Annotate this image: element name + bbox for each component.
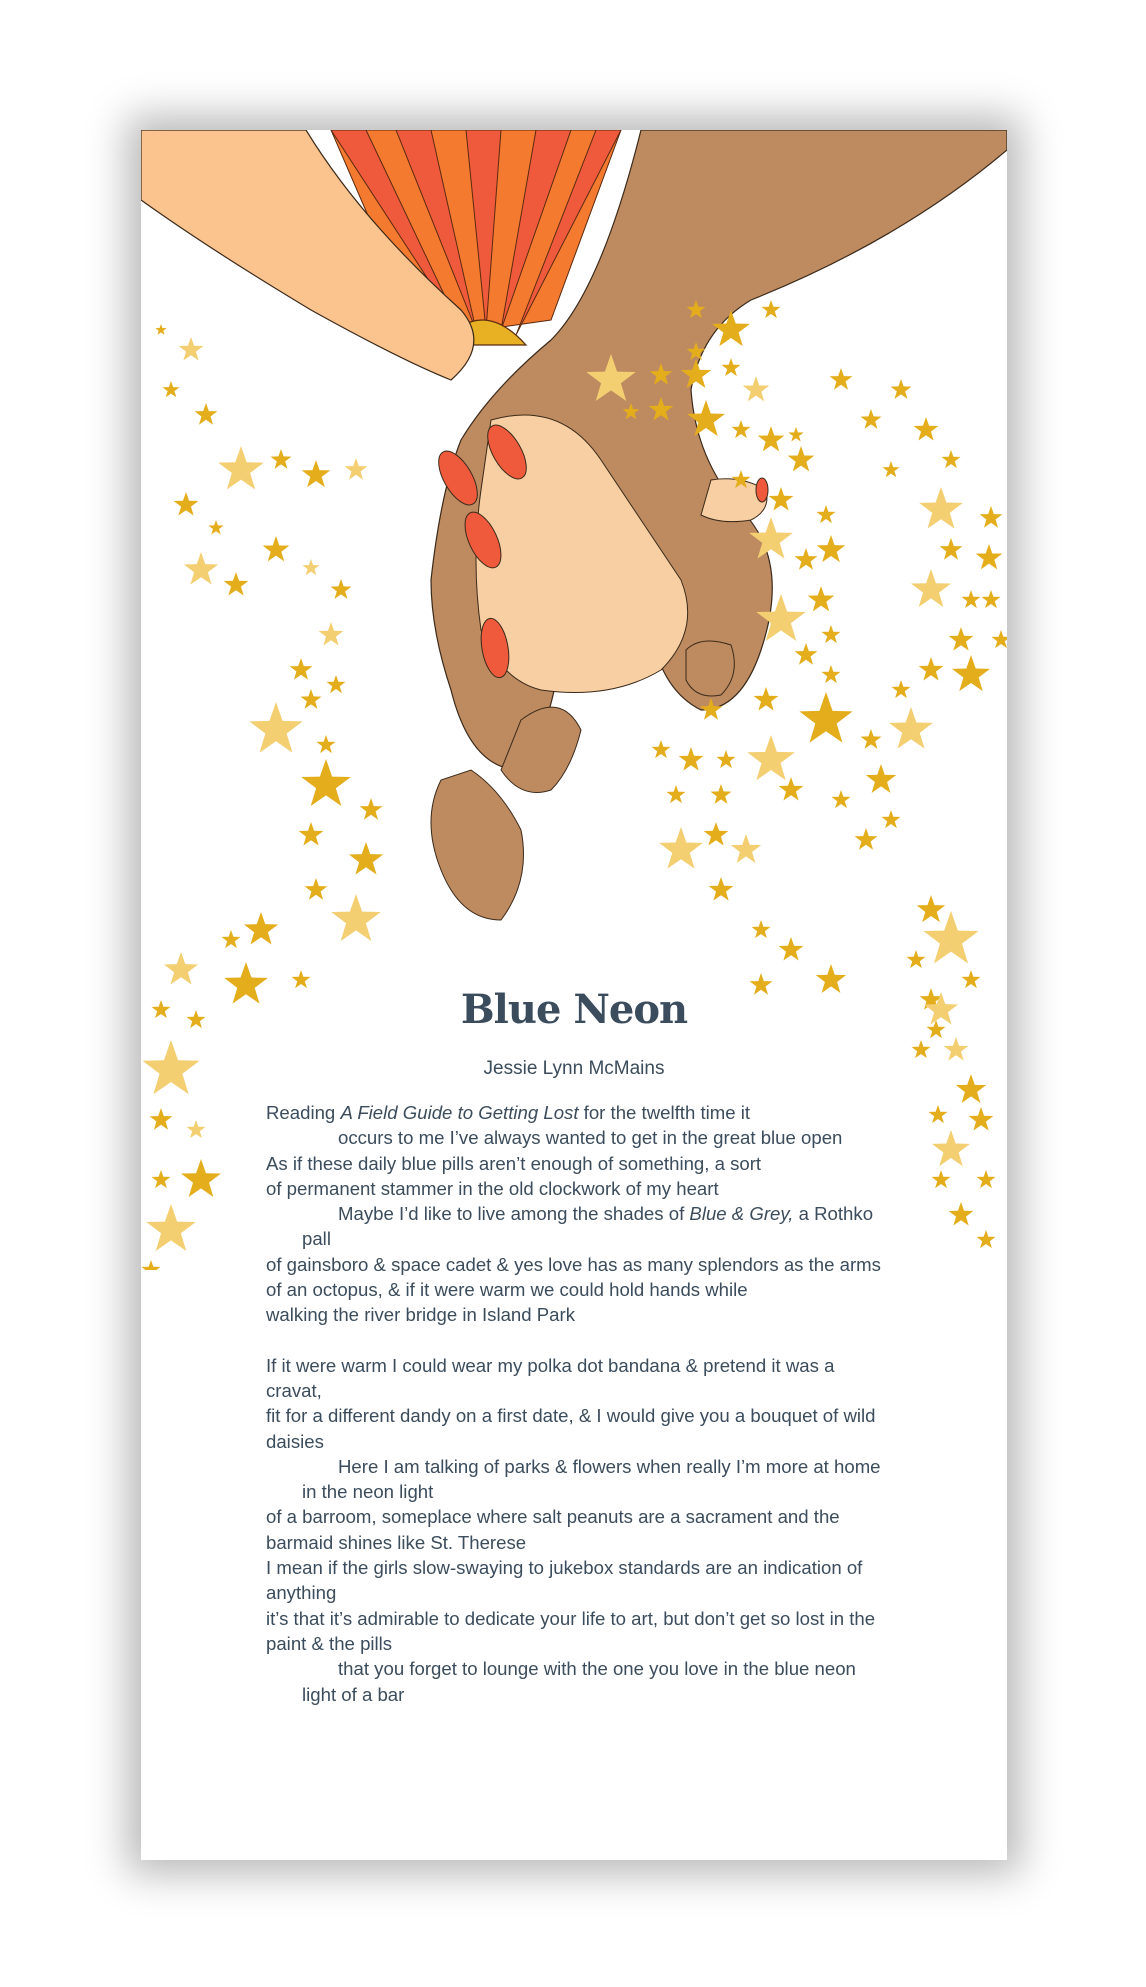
star-icon (743, 376, 770, 401)
poem-line: of an octopus, & if it were warm we could hold hands while (266, 1279, 748, 1301)
poem-card (141, 130, 1007, 1860)
poem-line: If it were warm I could wear my polka dot bandana & pretend it was a cravat, (266, 1354, 840, 1401)
poem-line: that you forget to lounge with the one you love in the blue neon light of a bar (302, 1658, 862, 1705)
star-icon (861, 409, 882, 429)
book-title: A Field Guide to Getting Lost (340, 1102, 579, 1123)
star-icon (331, 894, 380, 941)
star-icon (208, 520, 223, 534)
star-icon (941, 450, 960, 468)
star-icon (932, 1130, 970, 1166)
star-icon (821, 665, 840, 683)
star-icon (331, 579, 352, 599)
star-icon (961, 590, 980, 608)
star-icon (221, 930, 240, 948)
star-icon (881, 810, 900, 828)
star-icon (914, 417, 939, 441)
star-icon (795, 643, 818, 665)
poem-line: fit for a different dandy on a first date, & I would give you a bouquet of wild daisies (266, 1405, 881, 1452)
star-icon (969, 1107, 994, 1131)
star-icon (889, 707, 933, 749)
star-icon (808, 586, 835, 611)
poem-line: As if these daily blue pills aren’t enough of something, a sort (266, 1152, 762, 1174)
star-icon (184, 552, 218, 585)
star-icon (911, 569, 951, 607)
star-icon (754, 687, 779, 711)
poem-line: of a barroom, someplace where salt peanuts are a sacrament and the barmaid shines like St. Therese (266, 1506, 845, 1553)
star-icon (141, 1260, 160, 1270)
star-icon (305, 878, 328, 900)
star-icon (659, 827, 703, 869)
star-icon (181, 1159, 221, 1197)
painting-title: Blue & Grey, (689, 1203, 794, 1225)
star-icon (249, 702, 302, 753)
star-icon (816, 505, 835, 523)
star-icon (704, 822, 729, 846)
poem-line: it’s that it’s admirable to dedicate your life to art, but don’t get so lost in the paint & the pills (266, 1607, 881, 1654)
star-icon (919, 657, 944, 681)
star-icon (299, 822, 324, 846)
star-icon (866, 764, 896, 793)
star-icon (301, 689, 322, 709)
star-icon (290, 658, 313, 680)
poem-line: of gainsboro & space cadet & yes love has as many splendors as the arms (266, 1253, 881, 1275)
star-icon (917, 895, 946, 922)
star-icon (779, 937, 804, 961)
poem-line: of permanent stammer in the old clockwork of my heart (266, 1177, 719, 1199)
star-icon (244, 912, 278, 945)
star-icon (949, 1202, 974, 1226)
star-icon (788, 427, 803, 441)
star-icon (931, 1170, 950, 1188)
star-icon (952, 655, 990, 691)
star-icon (976, 1170, 995, 1188)
star-icon (911, 1040, 930, 1058)
star-icon (761, 300, 780, 318)
star-icon (150, 1108, 173, 1130)
star-icon (788, 446, 815, 471)
poem-line: Reading A Field Guide to Getting Lost for the twelfth time it (266, 1102, 751, 1123)
star-icon (795, 548, 818, 570)
poem-line: walking the river bridge in Island Park (266, 1304, 576, 1326)
star-icon (666, 785, 685, 803)
star-icon (991, 630, 1007, 648)
star-icon (349, 842, 383, 875)
star-icon (162, 381, 179, 397)
star-icon (711, 784, 732, 804)
star-icon (224, 572, 249, 596)
star-icon (928, 1105, 947, 1123)
star-icon (146, 1204, 195, 1251)
star-icon (164, 952, 198, 985)
poem-author: Jessie Lynn McMains (483, 1058, 665, 1079)
star-icon (186, 1120, 205, 1138)
star-icon (906, 950, 925, 968)
poem-line: Maybe I’d like to live among the shades of Blue & Grey, a Rothko pall (302, 1203, 879, 1250)
star-icon (301, 759, 350, 806)
star-icon (830, 368, 853, 390)
star-icon (316, 735, 335, 753)
star-icon (855, 828, 878, 850)
star-icon (891, 379, 912, 399)
star-icon (919, 487, 963, 529)
star-icon (799, 692, 852, 743)
star-icon (218, 446, 264, 489)
star-icon (360, 798, 383, 820)
star-icon (731, 420, 750, 438)
star-icon (779, 777, 804, 801)
star-icon (817, 535, 846, 562)
star-icon (326, 675, 345, 693)
star-icon (944, 1037, 969, 1061)
star-icon (923, 911, 978, 963)
star-icon (721, 358, 740, 376)
star-icon (263, 536, 290, 561)
star-icon (882, 461, 899, 477)
star-icon (949, 627, 974, 651)
star-icon (940, 538, 963, 560)
star-icon (174, 492, 199, 516)
star-icon (731, 834, 761, 863)
star-icon (769, 487, 794, 511)
star-icon (271, 449, 292, 469)
star-icon (747, 735, 795, 780)
stanza-break (266, 1328, 894, 1353)
poem-title: Blue Neon (460, 986, 688, 1033)
star-icon (976, 544, 1003, 569)
poem-line: I mean if the girls slow-swaying to jukebox standards are an indication of anything (266, 1557, 868, 1604)
star-icon (976, 1230, 995, 1248)
star-icon (319, 622, 344, 646)
poem-line: Here I am talking of parks & flowers when really I’m more at home in the neon light (302, 1455, 886, 1503)
star-icon (155, 324, 166, 335)
poem-line: occurs to me I’ve always wanted to get in the great blue open (338, 1127, 843, 1149)
star-icon (302, 559, 319, 575)
star-icon (831, 790, 850, 808)
star-icon (861, 729, 882, 749)
star-icon (821, 625, 840, 643)
star-icon (179, 337, 204, 361)
star-icon (709, 877, 734, 901)
clasped-hands-illustration (141, 130, 1007, 1270)
star-icon (345, 458, 368, 480)
star-icon (751, 920, 770, 938)
star-icon (891, 680, 910, 698)
star-icon (151, 1170, 170, 1188)
star-icon (981, 590, 1000, 608)
star-icon (651, 740, 670, 758)
poem-body (266, 1100, 894, 1707)
star-icon (716, 750, 735, 768)
star-icon (758, 426, 785, 451)
star-icon (195, 403, 218, 425)
star-icon (980, 506, 1003, 528)
star-icon (679, 747, 704, 771)
star-icon (302, 460, 331, 487)
